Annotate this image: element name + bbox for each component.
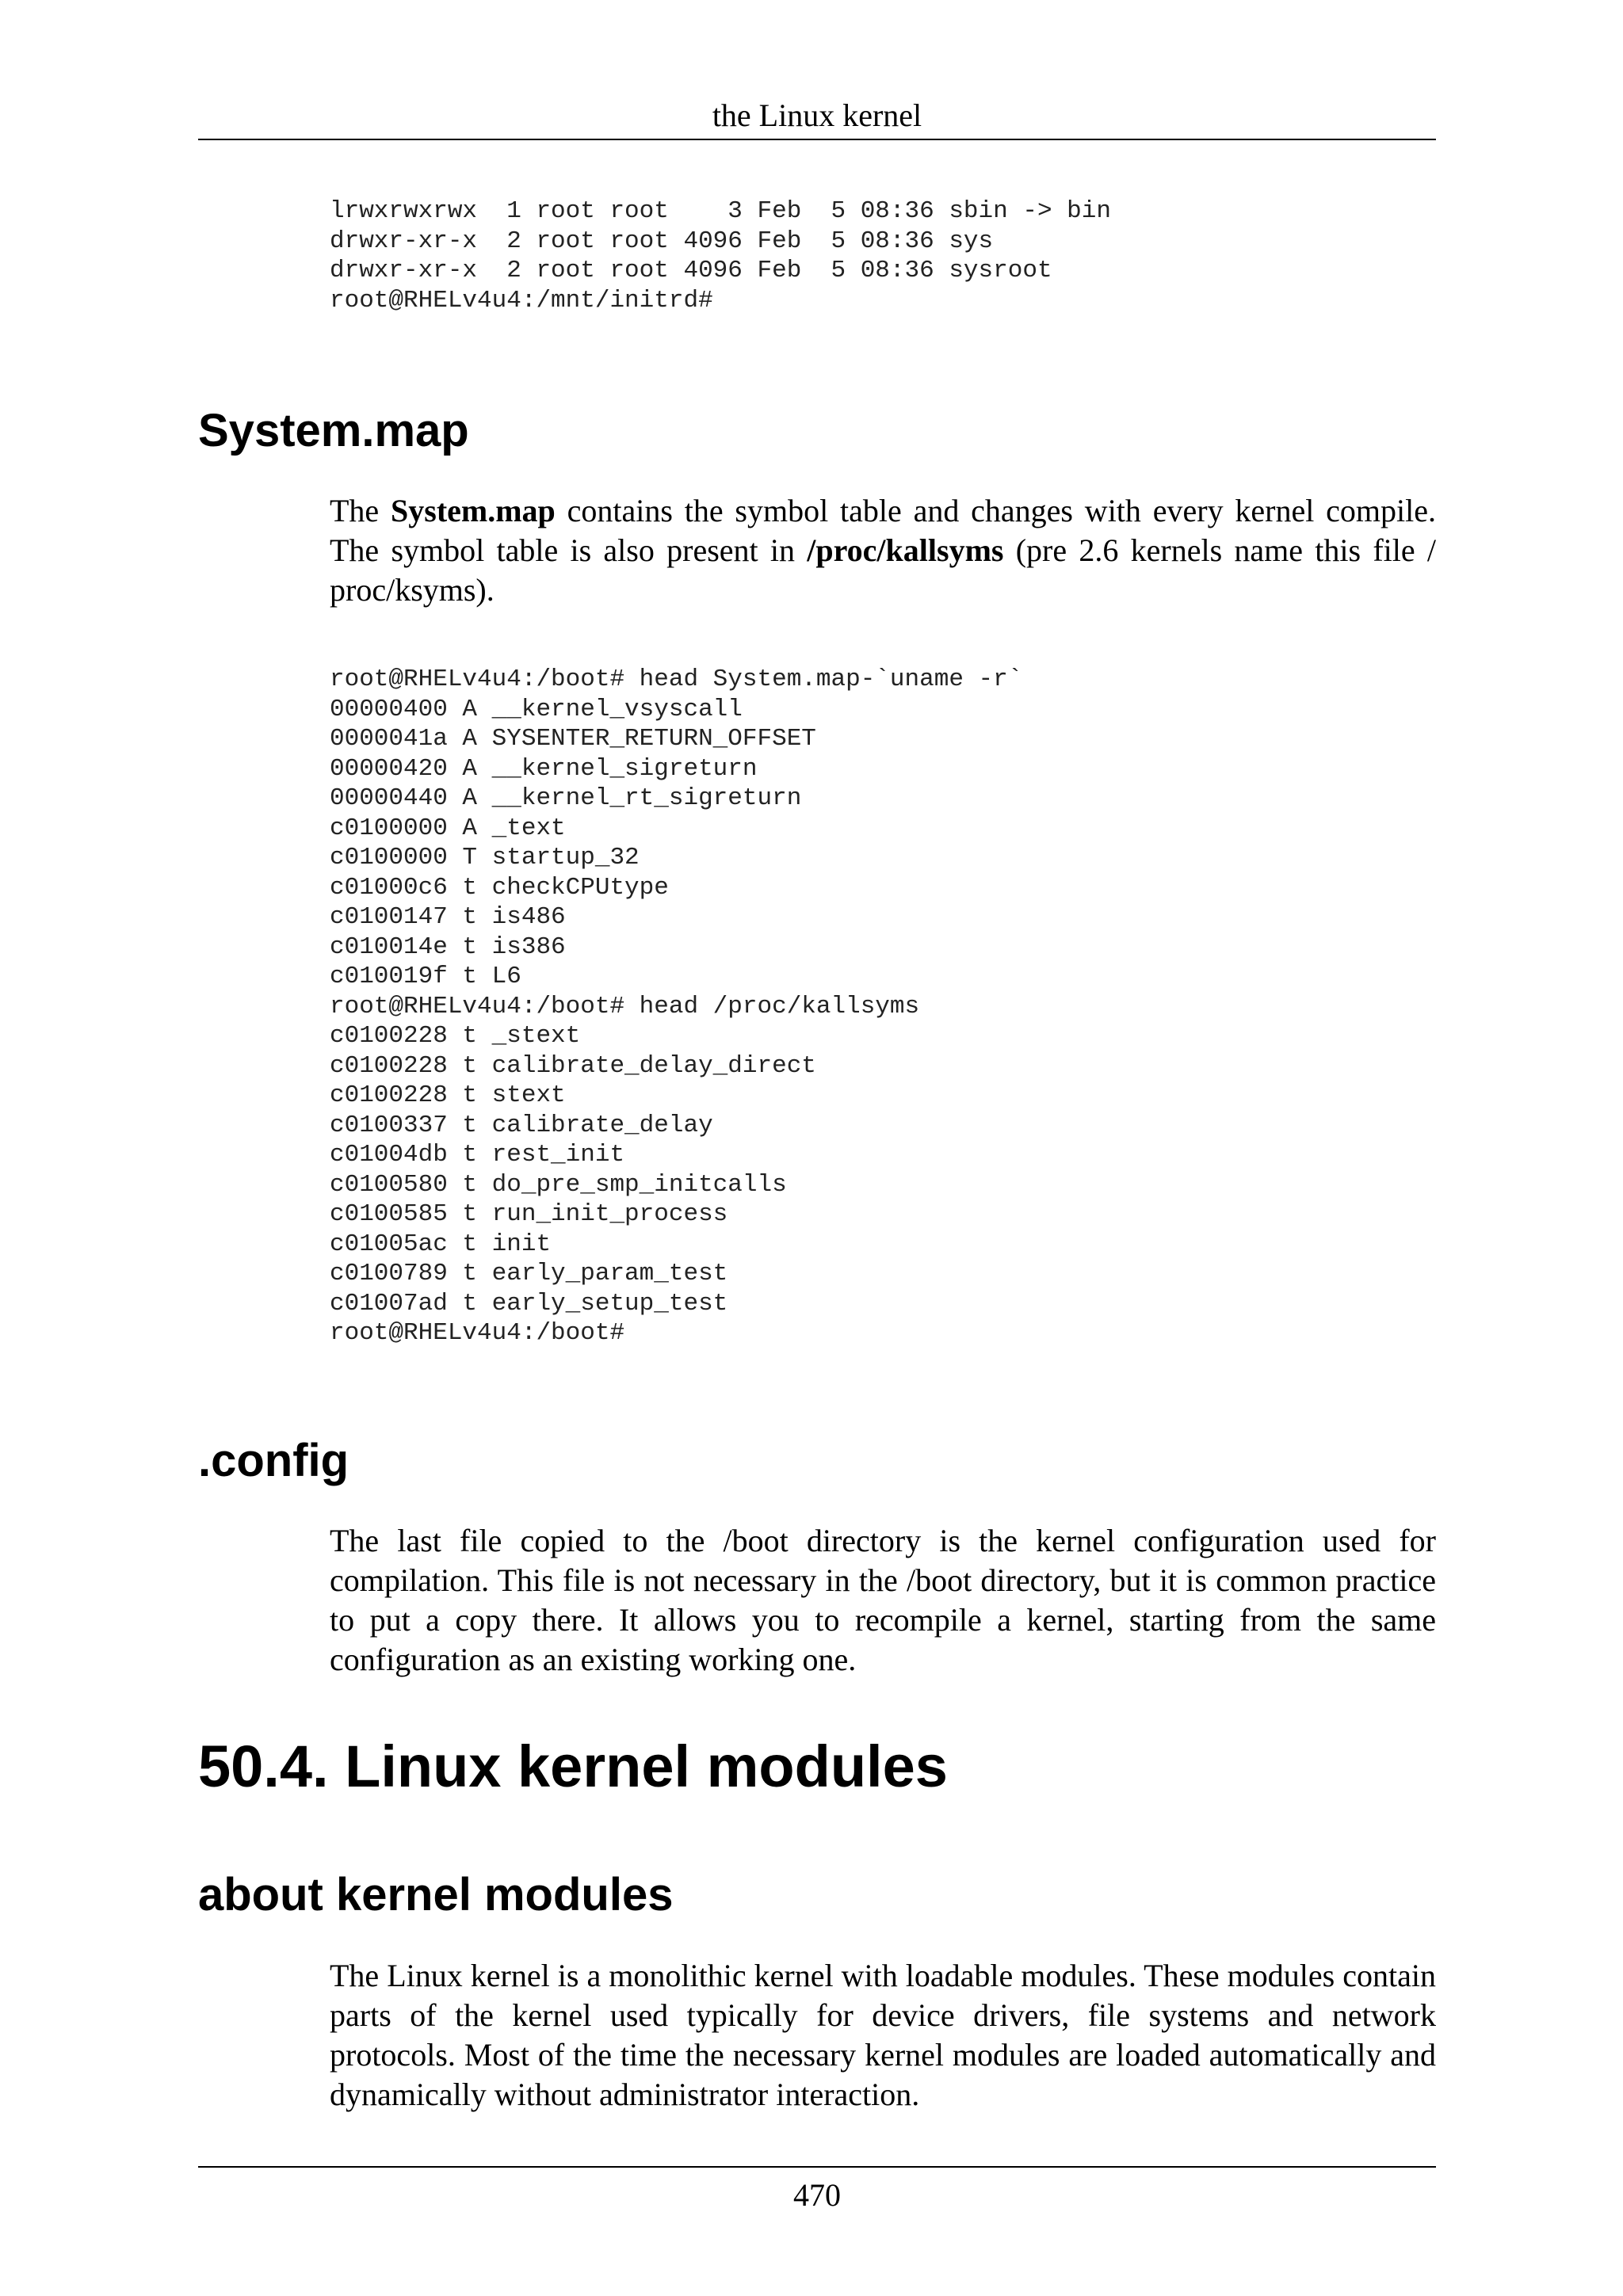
code-line: root@RHELv4u4:/boot# head System.map-`uname -r` <box>330 666 1023 693</box>
code-line: c0100585 t run_init_process <box>330 1200 728 1228</box>
code-line: drwxr-xr-x 2 root root 4096 Feb 5 08:36 sys <box>330 227 994 255</box>
running-header: the Linux kernel <box>712 97 922 133</box>
code-line: c0100228 t stext <box>330 1081 566 1109</box>
para-text: (pre 2.6 kernels name this file / proc/ksyms). <box>330 532 1436 608</box>
header-rule <box>198 139 1436 140</box>
code-block-system-map <box>330 665 1022 1348</box>
code-line: c0100580 t do_pre_smp_initcalls <box>330 1170 787 1199</box>
code-line: c0100789 t early_param_test <box>330 1260 728 1287</box>
code-line: c0100337 t calibrate_delay <box>330 1111 713 1139</box>
code-line: 0000041a A SYSENTER_RETURN_OFFSET <box>330 725 816 753</box>
code-line: lrwxrwxrwx 1 root root 3 Feb 5 08:36 sbin -> bin <box>330 197 1111 225</box>
heading-config: .config <box>198 1435 349 1486</box>
heading-about-kernel-modules: about kernel modules <box>198 1869 674 1920</box>
code-line: 00000420 A __kernel_sigreturn <box>330 754 758 783</box>
code-line: root@RHELv4u4:/boot# <box>330 1319 625 1347</box>
paragraph-system-map <box>330 491 1436 610</box>
para-text: The <box>330 493 391 528</box>
para-bold-kallsyms: /proc/kallsyms <box>807 532 1004 568</box>
code-line: c0100228 t calibrate_delay_direct <box>330 1051 816 1080</box>
code-line: 00000400 A __kernel_vsyscall <box>330 695 743 723</box>
code-line: drwxr-xr-x 2 root root 4096 Feb 5 08:36 sysroot <box>330 257 1052 284</box>
code-line: c0100000 T startup_32 <box>330 844 640 871</box>
para-text: contains the symbol table and changes with every kernel compile. The symbol table is also present in <box>330 493 1437 568</box>
code-line: c010014e t is386 <box>330 933 566 961</box>
code-line: c0100000 A _text <box>330 814 566 842</box>
code-line: root@RHELv4u4:/mnt/initrd# <box>330 286 713 315</box>
code-line: c0100228 t _stext <box>330 1022 581 1050</box>
paragraph-config: The last file copied to the /boot directory is the kernel configuration used for compilation. This file is not necessary in the /boot directory, but it is common practice to put a copy there. It allows you to recompile a kernel, starting from the same configuration as an existing working one. <box>330 1523 1436 1677</box>
code-block-initrd <box>330 196 1111 315</box>
footer-rule <box>198 2166 1436 2168</box>
para-bold-system-map: System.map <box>391 493 556 528</box>
code-line: c010019f t L6 <box>330 963 521 990</box>
code-line: c01000c6 t checkCPUtype <box>330 873 669 902</box>
page-number: 470 <box>793 2177 841 2213</box>
code-line: c01004db t rest_init <box>330 1141 625 1169</box>
code-line: root@RHELv4u4:/boot# head /proc/kallsyms <box>330 992 920 1020</box>
heading-system-map: System.map <box>198 405 469 456</box>
code-line: c01007ad t early_setup_test <box>330 1289 728 1318</box>
paragraph-about-kernel-modules: The Linux kernel is a monolithic kernel with loadable modules. These modules contain parts of the kernel used typically for device drivers, file systems and network protocols. Most of the time the necessary kernel modules are loaded automatically and dynamically without administrator interaction. <box>330 1958 1436 2112</box>
code-line: c01005ac t init <box>330 1230 552 1258</box>
heading-linux-kernel-modules: 50.4. Linux kernel modules <box>198 1733 948 1799</box>
code-line: c0100147 t is486 <box>330 903 566 931</box>
code-line: 00000440 A __kernel_rt_sigreturn <box>330 784 802 812</box>
